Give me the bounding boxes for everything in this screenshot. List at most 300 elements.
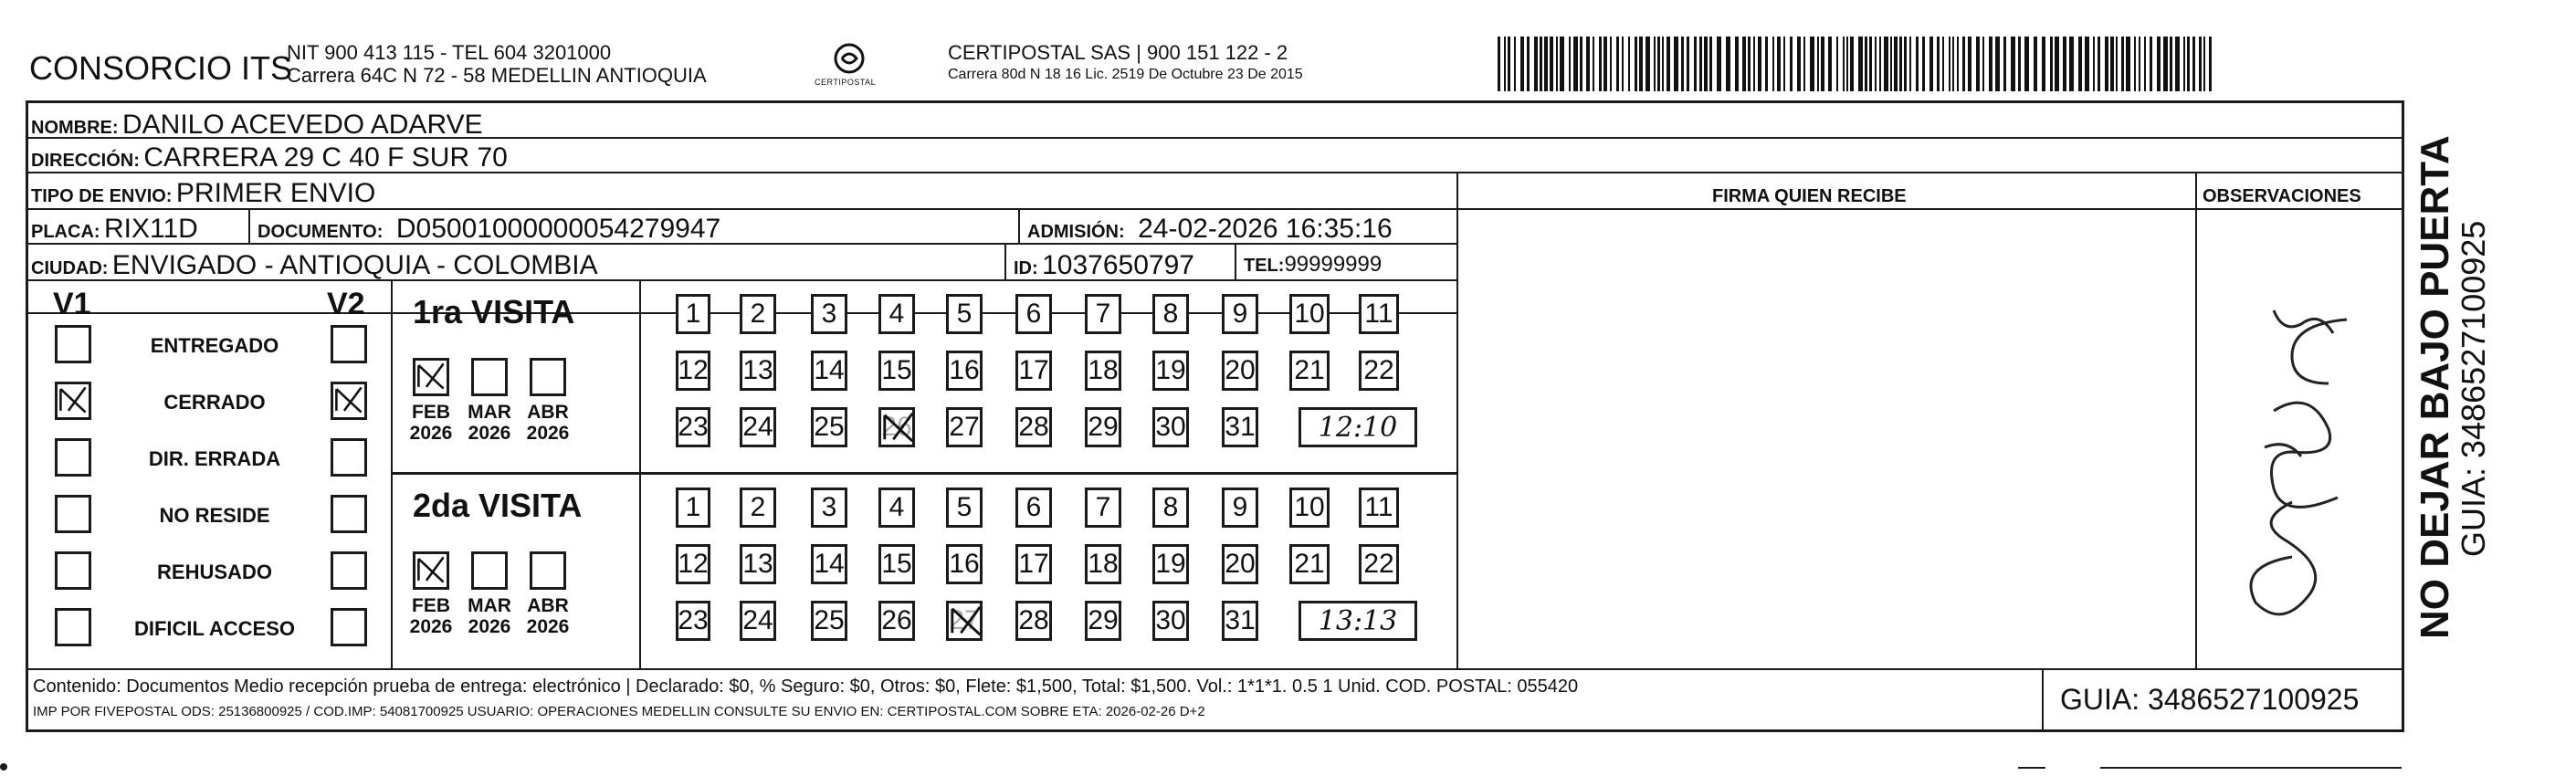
barcode-bar [2011,37,2015,91]
barcode-bar [2003,37,2006,91]
frame-right [2402,100,2404,732]
side-guia: GUIA: 3486527100925 [2455,220,2492,557]
barcode-bar [1622,37,1624,91]
logo-text: CERTIPOSTAL [815,78,877,87]
day-box[interactable] [1289,351,1330,391]
day-number: 24 [742,412,773,442]
day-number: 18 [1088,549,1119,579]
barcode-bar [1884,37,1888,91]
day-box[interactable] [811,488,847,528]
bottom-mark-left [0,763,7,771]
barcode-bar [2203,37,2205,91]
id-row [1014,252,1194,279]
day-box[interactable] [1152,544,1189,584]
day-box[interactable] [1222,351,1258,391]
day-box[interactable] [740,407,776,447]
day-box[interactable] [811,601,847,641]
day-number: 22 [1363,355,1394,385]
barcode-bar [1968,37,1971,91]
v1-checkbox[interactable] [55,551,91,590]
day-number: 31 [1225,605,1256,635]
direccion-row [31,144,508,172]
day-number: 18 [1088,355,1119,385]
status-option-label: DIFICIL ACCESO [133,617,295,640]
month-label: ABR [527,595,569,616]
observaciones-divider [2195,172,2197,668]
year-label: 2026 [409,616,453,638]
barcode-bar [2055,37,2059,91]
day-number: 31 [1225,412,1256,442]
day-box[interactable] [811,294,847,334]
barcode-bar [1836,37,1838,91]
barcode-bar [1890,37,1892,91]
day-box[interactable] [1289,294,1330,334]
visit-time-box[interactable] [1299,407,1417,447]
barcode-bar [1817,37,1819,91]
barcode-bar [1573,37,1578,91]
barcode-bar [2121,37,2124,91]
month-label: MAR [468,595,511,616]
day-number: 30 [1155,605,1186,635]
barcode-bar [2192,37,2195,91]
barcode-bar [1610,37,1612,91]
barcode-bar [1982,37,1984,91]
barcode-bar [1797,37,1801,91]
nombre-label [31,111,483,139]
barcode-bar [2105,37,2108,91]
tel-row [1244,254,1382,276]
v1-checkbox[interactable] [55,495,91,533]
barcode-bar [1498,37,1500,91]
day-box[interactable] [1085,488,1121,528]
day-number: 6 [1025,299,1042,329]
month-checkbox[interactable] [413,551,449,590]
id-value: 1037650797 [1042,250,1194,280]
barcode-bar [2093,37,2095,91]
barcode-bar [1504,37,1506,91]
admision-divider [1018,208,1020,243]
visit-time-value: 13:13 [1318,604,1398,637]
day-number: 16 [949,549,980,579]
barcode-bar [1989,37,1992,91]
day-box[interactable] [946,407,983,447]
documento-value: D05001000000054279947 [395,214,721,244]
barcode-bar [1735,37,1739,91]
day-number: 4 [888,299,905,329]
day-box[interactable] [1152,407,1189,447]
day-box[interactable] [1359,294,1399,334]
barcode-bar [1694,37,1697,91]
admision-row [1027,215,1393,243]
barcode-bar [1717,37,1721,91]
month-checkbox[interactable] [471,358,508,396]
day-box[interactable] [946,601,983,641]
tel-divider [1235,243,1236,279]
day-number: 12 [678,549,709,579]
day-number: 22 [1363,549,1394,579]
id-label: ID: [1014,258,1038,278]
status-option-label: CERRADO [163,391,266,414]
day-number: 21 [1294,355,1325,385]
v1-checkbox[interactable] [55,382,91,420]
day-box[interactable] [1359,544,1399,584]
day-number: 15 [881,549,912,579]
day-box[interactable] [1085,351,1121,391]
barcode-bar [1709,37,1712,91]
day-box[interactable] [1152,294,1189,334]
month-label: MAR [468,402,511,423]
barcode-bar [1875,37,1877,91]
barcode-bar [1527,37,1530,91]
barcode-bar [1628,37,1630,91]
day-number: 16 [949,355,980,385]
day-number: 30 [1155,412,1186,442]
barcode-bar [1704,37,1708,91]
day-number: 17 [1018,355,1049,385]
day-number: 27 [949,412,980,442]
barcode-bar [2024,37,2029,91]
day-box[interactable] [811,407,847,447]
barcode-bar [1616,37,1619,91]
day-box[interactable] [676,544,710,584]
day-box[interactable] [1015,544,1052,584]
barcode-bar [1645,37,1650,91]
barcode-bar [2139,37,2140,91]
status-option-label: NO RESIDE [159,504,270,527]
barcode-bar [1899,37,1902,91]
barcode-bar [1514,37,1516,91]
month-year-label [520,595,575,637]
day-box[interactable] [1015,294,1052,334]
barcode-bar [1520,37,1524,91]
day-number: 10 [1294,492,1325,522]
barcode-graphic [1498,37,2219,91]
day-box[interactable] [676,601,710,641]
day-number: 5 [956,299,973,329]
day-box[interactable] [946,488,983,528]
year-label: 2026 [409,423,453,445]
admision-value: 24-02-2026 16:35:16 [1138,214,1393,244]
day-box[interactable] [1222,544,1258,584]
footer-guia-divider [2042,668,2044,730]
day-box[interactable] [740,544,776,584]
ciudad-value: ENVIGADO - ANTIOQUIA - COLOMBIA [111,250,598,280]
month-checkbox[interactable] [530,551,566,590]
day-box[interactable] [1152,488,1189,528]
barcode-bar [2063,37,2066,91]
day-box[interactable] [1222,407,1258,447]
day-box[interactable] [1222,294,1258,334]
barcode-bar [1639,37,1643,91]
day-box[interactable] [1222,488,1258,528]
day-box[interactable] [676,488,710,528]
barcode-bar [1922,37,1925,91]
barcode-bar [2098,37,2100,91]
barcode-bar [2150,37,2152,91]
barcode-bar [1843,37,1845,91]
frame-left [26,100,28,732]
barcode-bar [1916,37,1919,91]
frame-top [26,100,2404,103]
day-number: 2 [750,492,766,522]
day-box[interactable] [676,407,710,447]
firma-header-line [1456,208,2404,210]
day-number: 25 [814,605,845,635]
barcode-bar [1599,37,1602,91]
barcode-bar [2183,37,2185,91]
day-number: 3 [821,299,837,329]
footer-contenido: Contenido: Documentos Medio recepción prueba de entrega: electrónico | Declarado: $0, % Seguro: $0, Otros: $0, Flete: $1,500, Total: $1,500. Vol.: 1*1*1. 0.5 1 Unid. COD. POSTAL: 055420 [33,676,1579,697]
barcode-bar [1942,37,1944,91]
day-number: 15 [881,355,912,385]
day-box[interactable] [878,294,915,334]
barcode-bar [1765,37,1768,91]
ciudad-row [31,252,598,279]
tipo-envio-label: TIPO DE ENVIO: [31,186,173,206]
month-year-label [462,402,517,444]
month-checkbox[interactable] [471,551,508,590]
visit-time-box[interactable] [1299,601,1417,641]
barcode-bar [1995,37,2000,91]
barcode-bar [1772,37,1774,91]
day-box[interactable] [676,351,710,391]
day-box[interactable] [946,351,983,391]
footer-guia: GUIA: 3486527100925 [2060,683,2360,716]
barcode-bar [1699,37,1702,91]
status-option-label: REHUSADO [157,561,272,583]
barcode-bar [2199,37,2202,91]
day-box[interactable] [878,544,915,584]
day-box[interactable] [1289,488,1330,528]
day-box[interactable] [946,294,983,334]
day-box[interactable] [878,407,915,447]
barcode-bar [1858,37,1863,91]
day-number: 7 [1095,299,1111,329]
barcode-bar [1957,37,1959,91]
observaciones-label: OBSERVACIONES [2203,186,2361,206]
barcode-bar [1962,37,1965,91]
certipostal-logo-icon [813,40,886,95]
courier-info-line-2: Carrera 80d N 18 16 Lic. 2519 De Octubre 23 De 2015 [948,67,1303,82]
month-year-label [404,595,458,637]
placa-divider [248,208,250,243]
barcode-bar [1904,37,1907,91]
barcode-bar [1635,37,1637,91]
barcode-bar [1929,37,1933,91]
barcode-bar [1748,37,1751,91]
barcode-bar [2187,37,2190,91]
day-number: 19 [1155,355,1186,385]
day-box[interactable] [1085,544,1121,584]
barcode-bar [1828,37,1832,91]
barcode-bar [1865,37,1867,91]
certipostal-logo [813,40,886,95]
day-box[interactable] [1152,351,1189,391]
day-number: 26 [881,605,912,635]
month-year-label [520,402,575,444]
barcode-bar [1869,37,1872,91]
signature-scribble [2210,274,2383,639]
day-number: 29 [1088,605,1119,635]
day-box[interactable] [1085,601,1121,641]
barcode-bar [2069,37,2074,91]
day-box[interactable] [1289,544,1330,584]
day-box[interactable] [1015,351,1052,391]
barcode-bar [1687,37,1689,91]
id-divider [1004,243,1006,279]
day-number: 9 [1232,492,1248,522]
day-number: 10 [1294,299,1325,329]
barcode-bar [2116,37,2118,91]
barcode-bar [1821,37,1824,91]
day-number: 11 [1364,492,1393,522]
side-warning: NO DEJAR BAJO PUERTA [2413,135,2457,639]
barcode-bar [1846,37,1848,91]
v1-checkbox[interactable] [55,438,91,477]
year-label: 2026 [468,616,511,638]
tel-label: TEL: [1244,256,1285,276]
day-number: 1 [685,492,701,522]
day-box[interactable] [1152,601,1189,641]
day-number: 28 [1018,412,1049,442]
barcode-bar [1850,37,1854,91]
v1-checkbox[interactable] [55,608,91,646]
visit-1-title: 1ra VISITA [413,293,575,330]
barcode-bar [1753,37,1755,91]
day-box[interactable] [878,601,915,641]
v2-label: V2 [327,287,365,321]
day-box[interactable] [740,488,776,528]
company-info-line-1: NIT 900 413 115 - TEL 604 3201000 [287,41,612,64]
day-box[interactable] [1015,407,1052,447]
day-box[interactable] [740,351,776,391]
year-label: 2026 [526,423,570,445]
barcode-bar [2110,37,2114,91]
visit-2-title: 2da VISITA [413,487,583,524]
day-box[interactable] [1222,601,1258,641]
month-year-label [462,595,517,637]
visit-divider [391,472,1457,475]
day-number: 17 [1018,549,1049,579]
month-checkbox[interactable] [413,358,449,396]
check-mark-icon [881,410,916,445]
barcode-bar [1758,37,1761,91]
check-mark-icon [949,603,983,638]
direccion-value: CARRERA 29 C 40 F SUR 70 [143,142,508,173]
day-number: 6 [1025,492,1042,522]
day-number: 29 [1088,412,1119,442]
day-number: 26 [881,412,912,442]
day-number: 20 [1225,549,1256,579]
barcode-bar [1803,37,1805,91]
ciudad-label: CIUDAD: [31,258,109,278]
barcode-bar [1810,37,1814,91]
month-year-label [404,402,458,444]
day-box[interactable] [1015,488,1052,528]
barcode-bar [1654,37,1656,91]
row-line-7 [26,668,2404,670]
barcode-bar [1894,37,1898,91]
barcode-bar [1976,37,1980,91]
barcode-bar [1580,37,1582,91]
barcode-bar [1777,37,1781,91]
day-box[interactable] [1359,351,1399,391]
admision-label: ADMISIÓN: [1027,222,1125,242]
day-box[interactable] [878,488,915,528]
day-number: 19 [1155,549,1186,579]
direccion-label: DIRECCIÓN: [31,151,140,171]
barcode-bar [2170,37,2172,91]
barcode-bar [1949,37,1950,91]
day-number: 25 [814,412,845,442]
check-mark-icon [58,384,89,415]
v1-checkbox[interactable] [55,325,91,363]
barcode-bar [2018,37,2021,91]
tel-value: 99999999 [1284,252,1383,277]
bottom-mark-right [2018,767,2045,769]
month-checkbox[interactable] [530,358,566,396]
day-box[interactable] [811,351,847,391]
day-box[interactable] [1359,488,1399,528]
footer-imp: IMP POR FIVEPOSTAL ODS: 25136800925 / COD.IMP: 54081700925 USUARIO: OPERACIONES MEDELLIN CONSULTE SU ENVIO EN: CERTIPOSTAL.COM SOBRE ETA: 2026-02-26 D+2 [33,704,1205,719]
bottom-mark-right-2 [2100,767,2402,769]
barcode-bar [1937,37,1940,91]
year-label: 2026 [526,616,570,638]
barcode-bar [1569,37,1571,91]
day-box[interactable] [740,601,776,641]
day-box[interactable] [1015,601,1052,641]
barcode-bar [2042,37,2045,91]
barcode-bar [1544,37,1548,91]
placa-label: PLACA: [31,222,100,242]
barcode-bar [1550,37,1553,91]
barcode-bar [2209,37,2212,91]
day-number: 12 [678,355,709,385]
day-number: 14 [814,355,845,385]
status-option-label: ENTREGADO [150,334,279,357]
company-info-line-2: Carrera 64C N 72 - 58 MEDELLIN ANTIOQUIA [287,64,707,87]
check-mark-icon [333,384,364,415]
day-box[interactable] [1085,407,1121,447]
barcode-bar [1540,37,1542,91]
day-box[interactable] [811,544,847,584]
company-name: CONSORCIO ITS [29,49,293,87]
barcode-bar [1593,37,1594,91]
firma-label: FIRMA QUIEN RECIBE [1712,186,1907,206]
day-box[interactable] [676,294,710,334]
day-box[interactable] [1085,294,1121,334]
barcode-bar [2157,37,2161,91]
barcode-bar [2175,37,2180,91]
day-box[interactable] [878,351,915,391]
barcode-bar [1790,37,1793,91]
day-number: 11 [1364,299,1393,329]
day-number: 7 [1095,492,1111,522]
barcode-bar [1586,37,1590,91]
day-box[interactable] [946,544,983,584]
day-number: 3 [821,492,837,522]
day-number: 27 [949,605,980,635]
barcode-bar [1603,37,1607,91]
day-number: 13 [742,355,773,385]
day-number: 4 [888,492,905,522]
tipo-envio-value: PRIMER ENVIO [175,178,376,208]
barcode [1498,37,2219,91]
barcode-bar [2144,37,2146,91]
day-box[interactable] [740,294,776,334]
days-divider [639,279,641,668]
month-label: FEB [412,402,450,423]
